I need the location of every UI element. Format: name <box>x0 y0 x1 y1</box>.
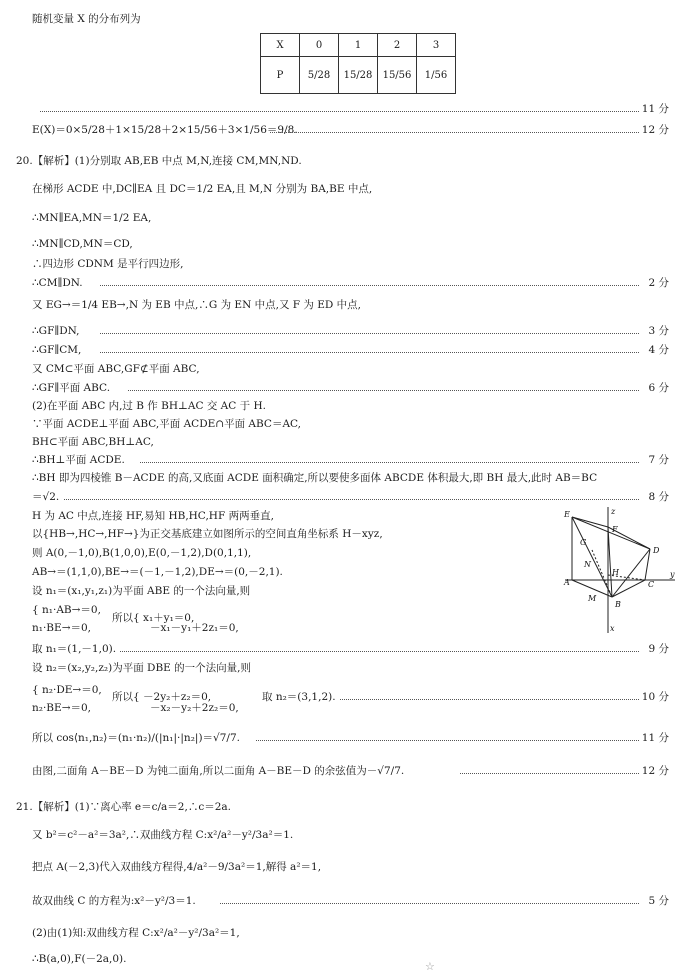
dotted-leader <box>100 285 639 286</box>
dotted-leader <box>140 462 639 463</box>
dotted-leader <box>120 651 639 652</box>
dotted-leader <box>100 352 639 353</box>
figure-label: C <box>648 580 655 589</box>
text-line: 把点 A(－2,3)代入双曲线方程得,4/a²－9/3a²＝1,解得 a²＝1, <box>32 861 322 873</box>
score-label: 5 分 <box>648 895 669 907</box>
table-cell: 0 <box>300 34 339 57</box>
text-line: H 为 AC 中点,连接 HF,易知 HB,HC,HF 两两垂直, <box>32 510 274 522</box>
dotted-leader <box>100 333 639 334</box>
text-line: (2)在平面 ABC 内,过 B 作 BH⊥AC 交 AC 于 H. <box>32 400 266 412</box>
text-line: ∴GF∥DN, <box>32 325 80 337</box>
text-line: n₂·BE→＝0, <box>32 702 92 714</box>
text-line: 21.【解析】(1)∵离心率 e＝c/a＝2,∴c＝2a. <box>16 801 231 813</box>
score-label: 10 分 <box>641 691 669 703</box>
score-label: 8 分 <box>648 491 669 503</box>
text-line: 又 CM⊂平面 ABC,GF⊄平面 ABC, <box>32 363 200 375</box>
figure-label: H <box>612 568 619 577</box>
figure-label: A <box>564 578 570 587</box>
table-row <box>261 57 456 94</box>
text-line: ∴MN∥EA,MN＝1/2 EA, <box>32 212 152 224</box>
text-line: (2)由(1)知:双曲线方程 C:x²/a²－y²/3a²＝1, <box>32 927 240 939</box>
score-label: 7 分 <box>648 454 669 466</box>
text-line: ∴GF∥平面 ABC. <box>32 382 111 394</box>
score-label: 3 分 <box>648 325 669 337</box>
score-label: 12 分 <box>641 765 669 777</box>
table-header-row <box>261 34 456 57</box>
dotted-leader <box>220 903 639 904</box>
table-cell: 2 <box>378 34 417 57</box>
text-line: 取 n₁＝(1,－1,0). <box>32 643 117 655</box>
text-line: ∴B(a,0),F(－2a,0). <box>32 953 127 965</box>
text-line: ∴四边形 CDNM 是平行四边形, <box>32 258 184 270</box>
table-cell: 15/28 <box>339 57 378 94</box>
text-line: 所以{ x₁＋y₁＝0, <box>112 612 195 624</box>
text-line: AB→＝(1,1,0),BE→＝(－1,－1,2),DE→＝(0,－2,1). <box>32 566 283 578</box>
text-line: 以{HB→,HC→,HF→}为正交基底建立如图所示的空间直角坐标系 H－xyz, <box>32 528 383 540</box>
text-line: ＝√2. <box>32 491 60 503</box>
text-line: ∴MN∥CD,MN＝CD, <box>32 238 133 250</box>
footer-mark: ☆ <box>425 960 435 973</box>
text-line: 所以 cos⟨n₁,n₂⟩＝(n₁·n₂)/(|n₁|·|n₂|)＝√7/7. <box>32 732 240 744</box>
score-label: 11 分 <box>641 103 669 115</box>
figure-label: M <box>588 594 597 603</box>
text-line: ∵平面 ACDE⊥平面 ABC,平面 ACDE∩平面 ABC＝AC, <box>32 418 302 430</box>
table-cell: 3 <box>417 34 456 57</box>
text-line: 设 n₁＝(x₁,y₁,z₁)为平面 ABE 的一个法向量,则 <box>32 585 251 597</box>
figure-label: x <box>610 624 615 633</box>
text-line: ∴BH⊥平面 ACDE. <box>32 454 125 466</box>
text-line: 设 n₂＝(x₂,y₂,z₂)为平面 DBE 的一个法向量,则 <box>32 662 252 674</box>
text-line: 又 b²＝c²－a²＝3a²,∴双曲线方程 C:x²/a²－y²/3a²＝1. <box>32 829 294 841</box>
figure-label: G <box>580 538 587 547</box>
figure-label: y <box>670 570 675 579</box>
text-line: E(X)＝0×5/28＋1×15/28＋2×15/56＋3×1/56＝9/8. <box>32 124 298 136</box>
text-line: 20.【解析】(1)分别取 AB,EB 中点 M,N,连接 CM,MN,ND. <box>16 155 302 167</box>
score-label: 6 分 <box>648 382 669 394</box>
text-line: 所以{ －2y₂＋z₂＝0, <box>112 691 212 703</box>
figure-label: D <box>653 546 660 555</box>
table-cell: 1 <box>339 34 378 57</box>
figure-label: z <box>611 507 616 516</box>
text-line: n₁·BE→＝0, <box>32 622 92 634</box>
figure-label: B <box>615 600 621 609</box>
geometry-figure <box>560 505 680 635</box>
score-label: 11 分 <box>641 732 669 744</box>
text-line: 则 A(0,－1,0),B(1,0,0),E(0,－1,2),D(0,1,1), <box>32 547 252 559</box>
text-line: 由图,二面角 A－BE－D 为钝二面角,所以二面角 A－BE－D 的余弦值为－√7/7. <box>32 765 405 777</box>
figure-label: E <box>564 510 570 519</box>
score-label: 9 分 <box>648 643 669 655</box>
score-label: 4 分 <box>648 344 669 356</box>
figure-label: F <box>612 525 618 534</box>
figure-label: N <box>584 560 591 569</box>
text-line: BH⊂平面 ABC,BH⊥AC, <box>32 436 154 448</box>
dotted-leader <box>40 111 639 112</box>
text-line: 又 EG→＝1/4 EB→,N 为 EB 中点,∴G 为 EN 中点,又 F 为 ED 中点, <box>32 299 362 311</box>
text-line: { n₂·DE→＝0, <box>32 684 102 696</box>
score-label: 2 分 <box>648 277 669 289</box>
text-line: －x₁－y₁＋2z₁＝0, <box>150 622 239 634</box>
table-cell: 1/56 <box>417 57 456 94</box>
text-line: ∴GF∥CM, <box>32 344 82 356</box>
text-line: 取 n₂＝(3,1,2). <box>262 691 336 703</box>
dotted-leader <box>128 390 639 391</box>
table-cell: 5/28 <box>300 57 339 94</box>
text-line: 随机变量 X 的分布列为 <box>32 13 141 25</box>
text-line: －x₂－y₂＋2z₂＝0, <box>150 702 239 714</box>
dotted-leader <box>270 132 639 133</box>
dotted-leader <box>340 699 639 700</box>
distribution-table <box>260 33 456 94</box>
dotted-leader <box>64 499 639 500</box>
dotted-leader <box>460 773 639 774</box>
table-cell: X <box>261 34 300 57</box>
text-line: 故双曲线 C 的方程为:x²－y²/3＝1. <box>32 895 196 907</box>
table-cell: P <box>261 57 300 94</box>
table-cell: 15/56 <box>378 57 417 94</box>
dotted-leader <box>256 740 639 741</box>
text-line: { n₁·AB→＝0, <box>32 604 101 616</box>
text-line: 在梯形 ACDE 中,DC∥EA 且 DC＝1/2 EA,且 M,N 分别为 BA,BE 中点, <box>32 183 373 195</box>
score-label: 12 分 <box>641 124 669 136</box>
text-line: ∴CM∥DN. <box>32 277 83 289</box>
text-line: ∴BH 即为四棱锥 B－ACDE 的高,又底面 ACDE 面积确定,所以要使多面体 ABCDE 体积最大,即 BH 最大,此时 AB＝BC <box>32 472 598 484</box>
